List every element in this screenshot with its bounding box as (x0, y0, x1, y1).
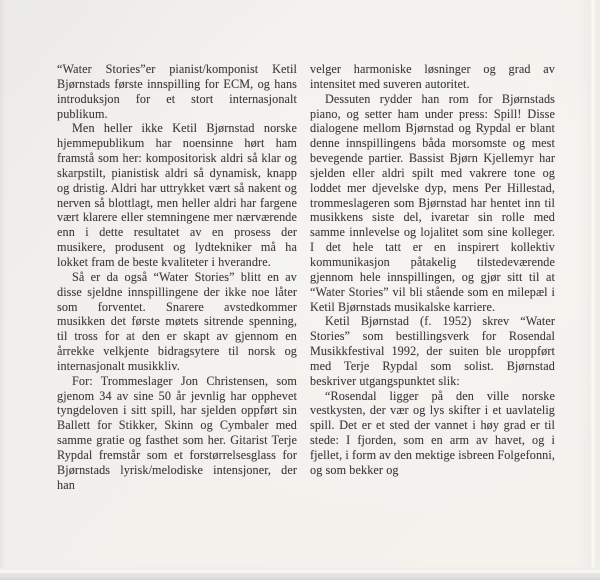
page-right-edge (578, 0, 600, 580)
paragraph: velger harmoniske løsninger og grad av intensitet med suveren autoritet. (310, 62, 555, 91)
paragraph: Dessuten rydder han rom for Bjørnstads piano, og setter ham under press: Spill! Disse dialogene mellom Bjørnstad og Rypdal er blant denne innspillingens båda morsomste og mest bevegende partier. Bassist Bjørn Kjellemyr har sjelden eller aldri spilt med vakrere tone og loddet mer djevelske dyp, mens Per Hillestad, trommeslageren som Bjørnstad har hentet inn til musikkens siste del, ivaretar sin rolle med samme innlevelse og lojalitet som sine kolleger. I det hele tatt er en inspirert kollektiv kommunikasjon påtakelig tilstedeværende gjennom hele innspillingen, og gjør sitt til at “Water Stories” vil bli stående som en milepæl i Ketil Bjørnstads musikalske karriere. (310, 91, 555, 314)
paragraph: Ketil Bjørnstad (f. 1952) skrev “Water Stories” som bestillingsverk for Rosendal Musikkfestival 1992, der suiten ble uroppført med Terje Rypdal som solist. Bjørnstad beskriver utgangspunktet slik: (310, 314, 555, 388)
text-column-left (57, 62, 297, 492)
text-column-right (310, 62, 555, 478)
paragraph: “Rosendal ligger på den ville norske vestkysten, der vær og lys skifter i et uavlatelig spill. Det er et sted der vannet i høy grad er til stede: I fjorden, som en arm av havet, og i fjellet, i form av den mektige isbreen Folgefonni, og som bekker og (310, 388, 555, 477)
page-bottom-edge (0, 566, 600, 580)
paragraph: For: Trommeslager Jon Christensen, som gjenom 34 av sine 50 år jevnlig har opphevet tyngdeloven i sitt spill, har sjelden oppført sin Ballett for Stikker, Skinn og Cymbaler med samme gratie og fasthet som her. Gitarist Terje Rypdal fremstår som et forstørrelsesglass for Bjørnstads lyrisk/melodiske intensjoner, der han (57, 373, 297, 492)
page-left-edge (0, 0, 8, 580)
paragraph: “Water Stories”er pianist/komponist Ketil Bjørnstads første innspilling for ECM, og hans introduksjon for et stort internasjonalt publikum. (57, 62, 297, 121)
paragraph: Men heller ikke Ketil Bjørnstad norske hjemmepublikum har noensinne hørt ham framstå som her: kompositorisk aldri så klar og skarpstilt, pianistisk aldri så dynamisk, knapp og dristig. Aldri har uttrykket vært så nakent og nerven så blottlagt, men heller aldri har fargene vært klarere eller stemningene mer nærværende enn i dette resultatet av en prosess der musikere, produsent og lydtekniker må ha lokket fram de beste kvaliteter i hverandre. (57, 121, 297, 269)
paragraph: Så er da også “Water Stories” blitt en av disse sjeldne innspillingene der ikke noe låter som forventet. Snarere avstedkommer musikken det første møtets sitrende spenning, til tross for at den er skapt av gjennom en årrekke velkjente bidragsytere til norsk og internasjonalt musikkliv. (57, 269, 297, 373)
